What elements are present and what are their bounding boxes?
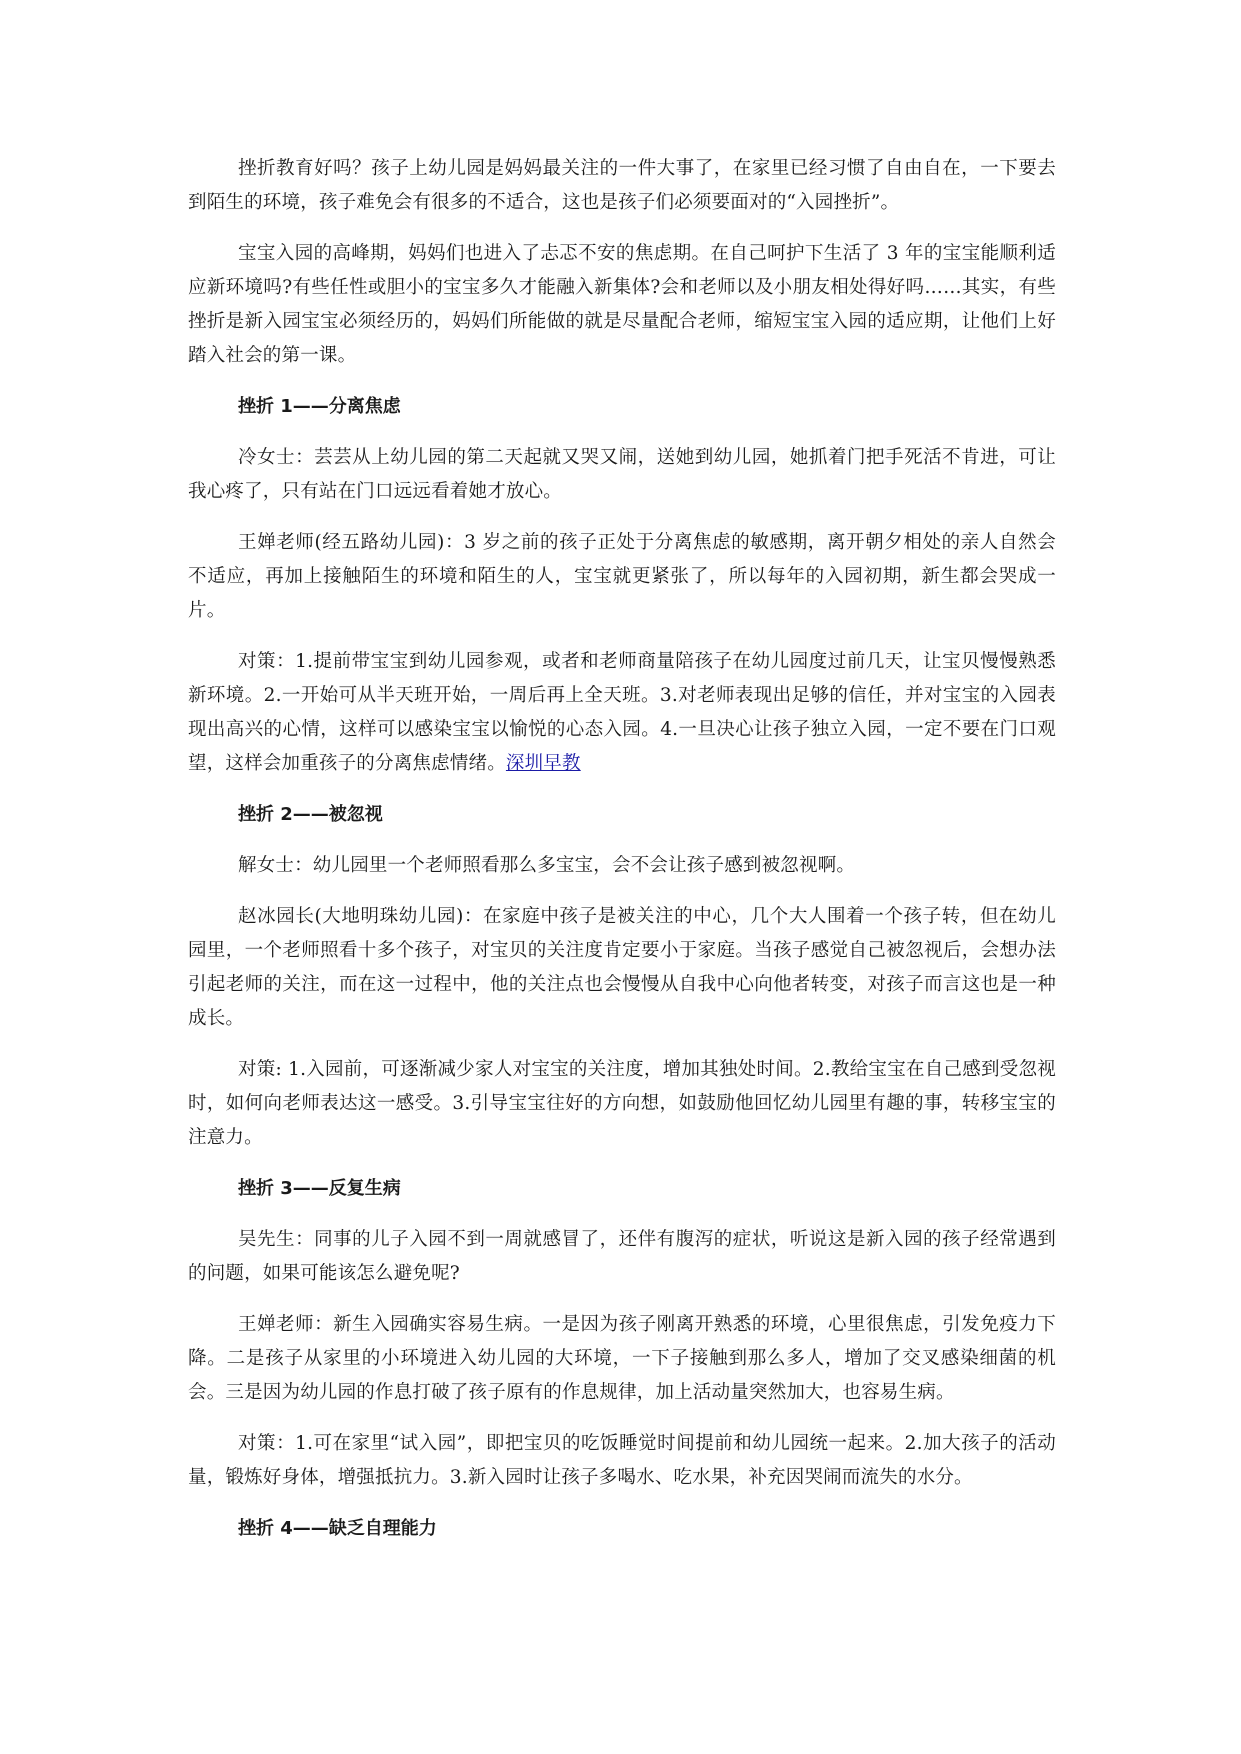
paragraph-principal-zhao: 赵冰园长(大地明珠幼儿园)：在家庭中孩子是被关注的中心，几个大人围着一个孩子转，但在幼儿园里，一个老师照看十多个孩子，对宝贝的关注度肯定要小于家庭。当孩子感觉自己被忽视后，会想办法引起老师的关注，而在这一过程中，他的关注点也会慢慢从自我中心向他者转变，对孩子而言这也是一种成长。 [188, 906, 1056, 1029]
paragraph-strategy-1 [188, 645, 1056, 781]
paragraph-parent-leng: 冷女士：芸芸从上幼儿园的第二天起就又哭又闹，送她到幼儿园，她抓着门把手死活不肯进，可让我心疼了，只有站在门口远远看着她才放心。 [188, 447, 1056, 502]
paragraph-parent-wu: 吴先生：同事的儿子入园不到一周就感冒了，还伴有腹泻的症状，听说这是新入园的孩子经常遇到的问题，如果可能该怎么避免呢? [188, 1229, 1056, 1284]
shenzhen-early-education-link[interactable]: 深圳早教 [505, 753, 581, 774]
section-heading-3: 挫折 3——反复生病 [238, 1178, 401, 1199]
paragraph-strategy-2: 对策: 1.入园前，可逐渐减少家人对宝宝的关注度，增加其独处时间。2.教给宝宝在自己感到受忽视时，如何向老师表达这一感受。3.引导宝宝往好的方向想，如鼓励他回忆幼儿园里有趣的事，转移宝宝的注意力。 [188, 1059, 1056, 1148]
section-heading-1: 挫折 1——分离焦虑 [238, 396, 401, 417]
strategy-1-text: 对策：1.提前带宝宝到幼儿园参观，或者和老师商量陪孩子在幼儿园度过前几天，让宝贝慢慢熟悉新环境。2.一开始可从半天班开始，一周后再上全天班。3.对老师表现出足够的信任，并对宝宝的入园表现出高兴的心情，这样可以感染宝宝以愉悦的心态入园。4.一旦决心让孩子独立入园，一定不要在门口观望，这样会加重孩子的分离焦虑情绪。 [188, 651, 1056, 774]
paragraph-intro-2: 宝宝入园的高峰期，妈妈们也进入了忐忑不安的焦虑期。在自己呵护下生活了 3 年的宝宝能顺利适应新环境吗?有些任性或胆小的宝宝多久才能融入新集体?会和老师以及小朋友相处得好吗……其实，有些挫折是新入园宝宝必须经历的，妈妈们所能做的就是尽量配合老师，缩短宝宝入园的适应期，让他们上好踏入社会的第一课。 [188, 243, 1056, 366]
section-heading-2: 挫折 2——被忽视 [238, 804, 383, 825]
paragraph-parent-xie: 解女士：幼儿园里一个老师照看那么多宝宝，会不会让孩子感到被忽视啊。 [238, 855, 856, 876]
paragraph-strategy-3: 对策：1.可在家里“试入园”，即把宝贝的吃饭睡觉时间提前和幼儿园统一起来。2.加大孩子的活动量，锻炼好身体，增强抵抗力。3.新入园时让孩子多喝水、吃水果，补充因哭闹而流失的水分。 [188, 1433, 1056, 1488]
paragraph-teacher-wang-2: 王婵老师：新生入园确实容易生病。一是因为孩子刚离开熟悉的环境，心里很焦虑，引发免疫力下降。二是孩子从家里的小环境进入幼儿园的大环境，一下子接触到那么多人，增加了交叉感染细菌的机会。三是因为幼儿园的作息打破了孩子原有的作息规律，加上活动量突然加大，也容易生病。 [188, 1314, 1056, 1403]
paragraph-teacher-wang: 王婵老师(经五路幼儿园)：3 岁之前的孩子正处于分离焦虑的敏感期，离开朝夕相处的亲人自然会不适应，再加上接触陌生的环境和陌生的人，宝宝就更紧张了，所以每年的入园初期，新生都会哭成一片。 [188, 532, 1056, 621]
paragraph-intro-1: 挫折教育好吗？孩子上幼儿园是妈妈最关注的一件大事了，在家里已经习惯了自由自在，一下要去到陌生的环境，孩子难免会有很多的不适合，这也是孩子们必须要面对的“入园挫折”。 [188, 158, 1056, 213]
document-body [188, 152, 1056, 1563]
section-heading-4: 挫折 4——缺乏自理能力 [238, 1518, 437, 1539]
